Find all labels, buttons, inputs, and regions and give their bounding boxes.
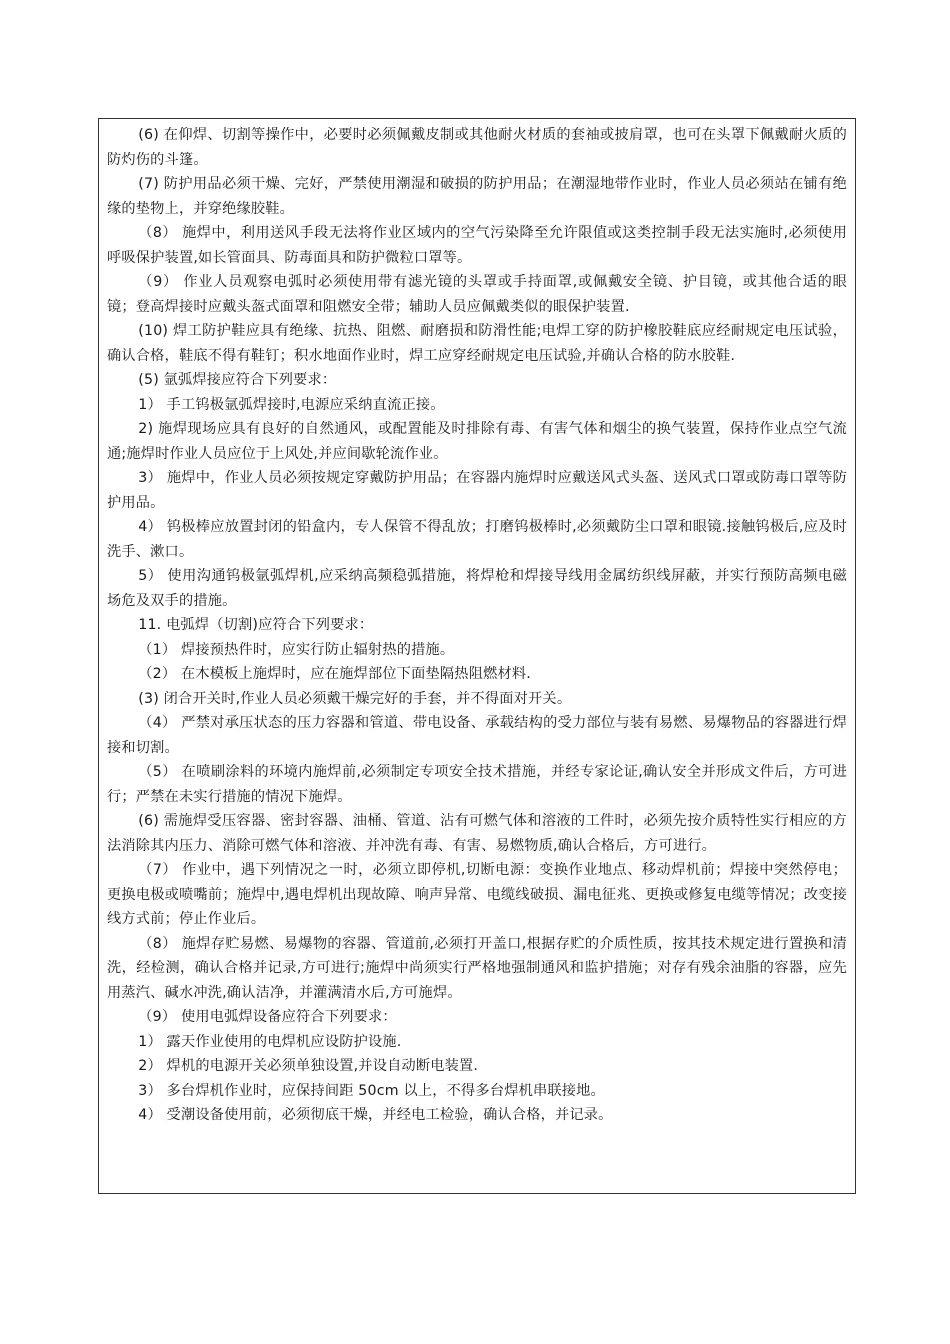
document-frame — [98, 118, 856, 1194]
paragraph: (10) 焊工防护鞋应具有绝缘、抗热、阻燃、耐磨损和防滑性能;电焊工穿的防护橡胶鞋底应经耐规定电压试验，确认合格，鞋底不得有鞋钉；积水地面作业时，焊工应穿经耐规定电压试验,并确认合格的防水胶鞋. — [107, 323, 847, 364]
paragraph: （4） 严禁对承压状态的压力容器和管道、带电设备、承载结构的受力部位与装有易燃、易爆物品的容器进行焊接和切割。 — [107, 715, 847, 756]
paragraph: 5） 使用沟通钨极氩弧焊机,应采纳高频稳弧措施，将焊枪和焊接导线用金属纺织线屏蔽，并实行预防高频电磁场危及双手的措施。 — [107, 568, 847, 609]
paragraph: （7） 作业中，遇下列情况之一时，必须立即停机,切断电源：变换作业地点、移动焊机前；焊接中突然停电；更换电极或喷嘴前；施焊中,遇电焊机出现故障、响声异常、电缆线破损、漏电征兆、更换或修复电缆等情况；改变接线方式前；停止作业后。 — [107, 862, 847, 927]
paragraph: （8） 施焊中，利用送风手段无法将作业区域内的空气污染降至允许限值或这类控制手段无法实施时,必须使用呼吸保护装置,如长管面具、防毒面具和防护微粒口罩等。 — [107, 225, 847, 266]
paragraph: 4） 钨极棒应放置封闭的铅盒内，专人保管不得乱放；打磨钨极棒时,必须戴防尘口罩和眼镜.接触钨极后,应及时洗手、漱口。 — [107, 519, 847, 560]
paragraph: 2） 焊机的电源开关必须单独设置,并设自动断电装置. — [138, 1058, 479, 1074]
section-heading: (5) 氩弧焊接应符合下列要求： — [138, 372, 337, 388]
paragraph: （8） 施焊存贮易燃、易爆物的容器、管道前,必须打开盖口,根据存贮的介质性质，按其技术规定进行置换和清洗，经检测，确认合格并记录,方可进行;施焊中尚须实行严格地强制通风和监护措施；对存有残余油脂的容器，应先用蒸汽、碱水冲洗,确认洁净，并灌满清水后,方可施焊。 — [107, 935, 847, 1001]
section-heading: （9） 使用电弧焊设备应符合下列要求： — [138, 1009, 397, 1025]
paragraph: (6) 需施焊受压容器、密封容器、油桶、管道、沾有可燃气体和溶液的工件时，必须先按介质特性实行相应的方法消除其内压力、消除可燃气体和溶液、并冲洗有毒、有害、易燃物质,确认合格后，方可进行。 — [107, 813, 847, 854]
paragraph: （5） 在喷刷涂料的环境内施焊前,必须制定专项安全技术措施，并经专家论证,确认安全并形成文件后，方可进行；严禁在未实行措施的情况下施焊。 — [107, 764, 847, 805]
paragraph: (7) 防护用品必须干燥、完好，严禁使用潮湿和破损的防护用品；在潮湿地带作业时，作业人员必须站在铺有绝缘的垫物上，并穿绝缘胶鞋。 — [107, 176, 847, 217]
paragraph: （2） 在木模板上施焊时，应在施焊部位下面垫隔热阻燃材料. — [138, 666, 531, 682]
paragraph: 3） 施焊中，作业人员必须按规定穿戴防护用品；在容器内施焊时应戴送风式头盔、送风式口罩或防毒口罩等防护用品。 — [107, 470, 847, 511]
paragraph: 1） 手工钨极氩弧焊接时,电源应采纳直流正接。 — [138, 396, 445, 413]
paragraph: （9） 作业人员观察电弧时必须使用带有滤光镜的头罩或手持面罩,或佩戴安全镜、护目镜，或其他合适的眼镜；登高焊接时应戴头盔式面罩和阻燃安全带；辅助人员应佩戴类似的眼保护装置. — [107, 274, 847, 315]
paragraph: (3) 闭合开关时,作业人员必须戴干燥完好的手套，并不得面对开关。 — [138, 690, 572, 707]
paragraph: 4） 受潮设备使用前，必须彻底干燥，并经电工检验，确认合格，并记录。 — [138, 1107, 613, 1123]
document-body — [99, 119, 855, 1128]
paragraph: (6) 在仰焊、切割等操作中，必要时必须佩戴皮制或其他耐火材质的套袖或披肩罩，也可在头罩下佩戴耐火质的防灼伤的斗篷。 — [107, 127, 847, 168]
paragraph: 1） 露天作业使用的电焊机应设防护设施. — [138, 1033, 402, 1050]
section-heading: 11. 电弧焊（切割)应符合下列要求： — [138, 617, 374, 633]
paragraph: 3） 多台焊机作业时，应保持间距 50cm 以上，不得多台焊机串联接地。 — [138, 1082, 605, 1099]
paragraph: （1） 焊接预热件时，应实行防止辐射热的措施。 — [138, 641, 455, 658]
paragraph: 2) 施焊现场应具有良好的自然通风，或配置能及时排除有毒、有害气体和烟尘的换气装置，保持作业点空气流通;施焊时作业人员应位于上风处,并应间歇轮流作业。 — [107, 421, 847, 462]
